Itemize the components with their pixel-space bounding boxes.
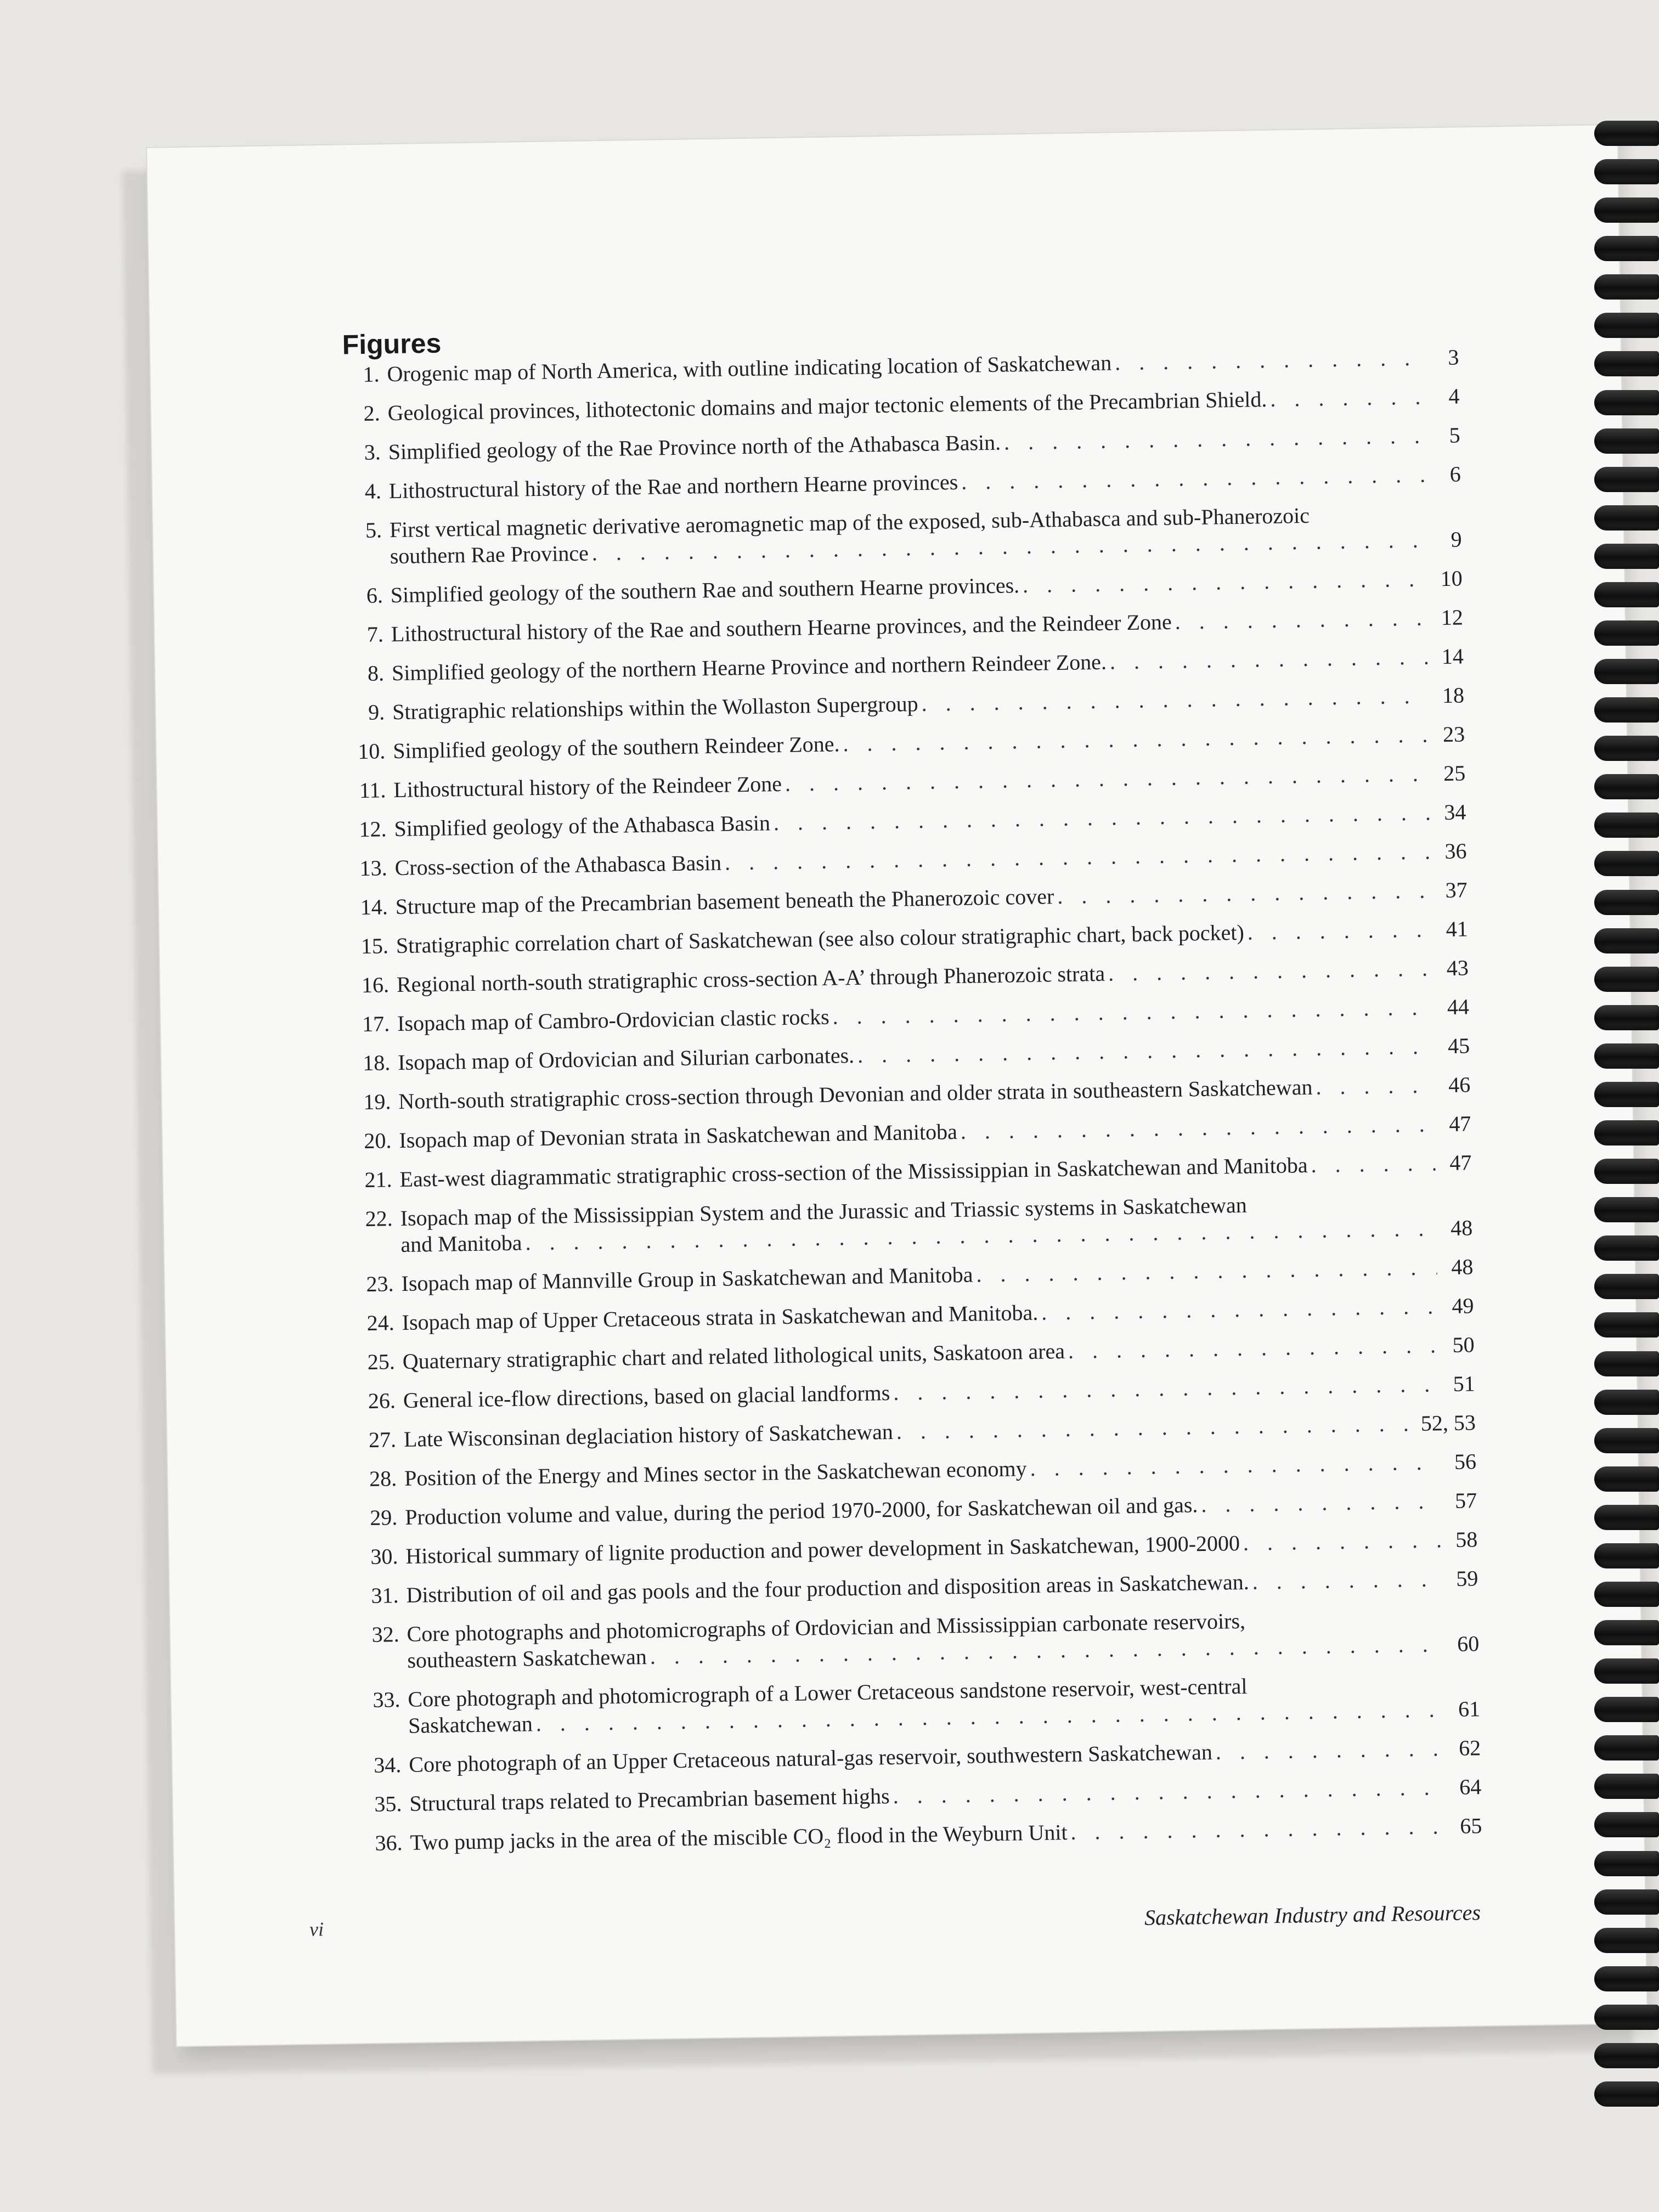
figure-entry <box>329 383 1459 427</box>
dot-leader <box>1311 1150 1436 1178</box>
figure-page-number: 34 <box>1443 799 1466 825</box>
dot-leader <box>1041 1293 1438 1325</box>
figure-page-number: 47 <box>1449 1150 1472 1175</box>
figure-page-number: 61 <box>1458 1696 1481 1722</box>
figure-title: Production volume and value, during the period 1970-2000, for Saskatchewan oil and gas. <box>404 1492 1198 1530</box>
figure-number: 13. <box>359 855 388 881</box>
figure-title: First vertical magnetic derivative aeromagnetic map of the exposed, sub-Athabasca and sub-Phanerozoic <box>389 503 1310 543</box>
figure-number: 8. <box>367 661 385 686</box>
figure-title: Stratigraphic correlation chart of Saskatchewan (see also colour stratigraphic chart, back pocket) <box>396 919 1245 958</box>
binding-coil <box>1594 1658 1659 1684</box>
binding-coil <box>1594 2081 1659 2107</box>
binding-coil <box>1594 1082 1659 1107</box>
figure-entry <box>348 1604 1479 1674</box>
figure-entry <box>334 682 1464 726</box>
figure-entry <box>330 422 1460 466</box>
figure-title: Simplified geology of the northern Hearne Province and northern Reindeer Zone. <box>391 649 1107 686</box>
figure-entry <box>329 344 1459 388</box>
binding-coil <box>1594 1043 1659 1069</box>
binding-coil <box>1594 1966 1659 1991</box>
figure-title: Regional north-south stratigraphic cross-section A-A’ through Phanerozoic strata <box>396 961 1105 997</box>
figure-title: Structural traps related to Precambrian basement highs <box>409 1784 890 1816</box>
figure-entry <box>340 1071 1470 1115</box>
binding-coil <box>1594 274 1659 300</box>
figure-title: Structure map of the Precambrian basement beneath the Phanerozoic cover <box>395 884 1054 919</box>
figure-title: East-west diagrammatic stratigraphic cross-section of the Mississippian in Saskatchewan and Manitoba <box>399 1153 1308 1192</box>
figure-title: Quaternary stratigraphic chart and related lithological units, Saskatoon area <box>402 1338 1065 1374</box>
binding-coil <box>1594 774 1659 799</box>
figure-number: 19. <box>363 1089 391 1115</box>
binding-coil <box>1594 1351 1659 1376</box>
figure-page-number: 9 <box>1451 527 1462 552</box>
figure-page-number: 10 <box>1440 566 1463 591</box>
dot-leader <box>857 1033 1434 1068</box>
figure-entry <box>342 1188 1472 1259</box>
figure-entry <box>341 1149 1471 1193</box>
figure-page-number: 65 <box>1459 1813 1482 1838</box>
figure-page-number: 25 <box>1443 760 1466 786</box>
figure-number: 29. <box>369 1505 398 1530</box>
binding-coil <box>1594 1928 1659 1953</box>
dot-leader <box>774 799 1430 836</box>
figure-entry <box>336 799 1466 843</box>
figure-number: 24. <box>366 1310 395 1335</box>
document-page <box>147 125 1647 2046</box>
binding-coil <box>1594 467 1659 492</box>
figure-entry <box>347 1487 1477 1531</box>
dot-leader <box>843 721 1429 757</box>
figure-title: Historical summary of lignite production and power development in Saskatchewan, 1900-2000 <box>405 1531 1240 1568</box>
figure-title: Lithostructural history of the Rae and northern Hearne provinces <box>388 469 958 504</box>
figure-title: Isopach map of the Mississippian System and the Jurassic and Triassic systems in Saskatchewan <box>400 1192 1248 1231</box>
dot-leader <box>1175 605 1427 635</box>
binding-coil <box>1594 1005 1659 1030</box>
dot-leader <box>921 682 1428 716</box>
figure-number: 32. <box>371 1622 399 1647</box>
figure-title: Distribution of oil and gas pools and the four production and disposition areas in Saskatchewan. <box>406 1569 1250 1607</box>
figure-entry <box>331 500 1462 570</box>
figure-page-number: 52, 53 <box>1420 1410 1476 1436</box>
binding-coil <box>1594 620 1659 646</box>
figure-number: 22. <box>365 1206 393 1231</box>
figure-entry <box>343 1254 1473 1297</box>
figure-title: Cross-section of the Athabasca Basin <box>394 850 722 881</box>
binding-coil <box>1594 1428 1659 1453</box>
figure-number: 31. <box>371 1583 399 1608</box>
figure-page-number: 59 <box>1455 1566 1479 1591</box>
binding-coil <box>1594 1582 1659 1607</box>
figure-number: 5. <box>365 517 382 543</box>
figure-entry <box>347 1526 1478 1570</box>
figure-title: North-south stratigraphic cross-section through Devonian and older strata in southeastern Saskatchewan <box>398 1074 1313 1114</box>
binding-coil <box>1594 697 1659 723</box>
figure-title: Late Wisconsinan deglaciation history of Saskatchewan <box>403 1419 894 1452</box>
figure-title: Lithostructural history of the Rae and southern Hearne provinces, and the Reindeer Zone <box>391 609 1172 647</box>
dot-leader <box>832 994 1433 1030</box>
figure-number: 20. <box>364 1128 392 1154</box>
dot-leader <box>1316 1072 1435 1100</box>
figure-title: Core photographs and photomicrographs of Ordovician and Mississippian carbonate reservoirs, <box>407 1608 1246 1646</box>
figure-title: Core photograph and photomicrograph of a Lower Cretaceous sandstone reservoir, west-central <box>408 1673 1248 1712</box>
figure-page-number: 49 <box>1452 1293 1474 1318</box>
figure-title: Simplified geology of the Rae Province north of the Athabasca Basin. <box>388 430 1001 465</box>
binding-coil <box>1594 1620 1659 1645</box>
binding-coil <box>1594 967 1659 992</box>
figure-number: 1. <box>363 362 380 387</box>
figure-number: 7. <box>366 622 384 647</box>
dot-leader <box>1252 1566 1442 1595</box>
figure-number: 36. <box>375 1830 403 1855</box>
figure-number: 35. <box>374 1791 402 1816</box>
figure-number: 33. <box>373 1687 400 1712</box>
dot-leader <box>976 1254 1437 1288</box>
binding-coil <box>1594 313 1659 338</box>
binding-coil <box>1594 1312 1659 1338</box>
binding-coil <box>1594 1851 1659 1876</box>
figure-page-number: 45 <box>1447 1033 1470 1058</box>
figure-number: 28. <box>369 1466 397 1491</box>
figure-title: Simplified geology of the southern Rae and southern Hearne provinces. <box>390 573 1020 608</box>
figure-page-number: 60 <box>1457 1631 1480 1656</box>
figure-title: General ice-flow directions, based on glacial landforms <box>403 1380 890 1413</box>
figure-entry <box>335 721 1465 765</box>
figure-page-number: 14 <box>1441 644 1464 669</box>
figures-list <box>329 344 1482 1869</box>
binding-coil <box>1594 736 1659 761</box>
figure-title: Isopach map of Ordovician and Silurian carbonates. <box>397 1042 855 1075</box>
figure-page-number: 56 <box>1454 1449 1477 1474</box>
binding-coil <box>1594 1390 1659 1415</box>
binding-coil <box>1594 390 1659 415</box>
binding-coil <box>1594 1505 1659 1530</box>
figure-page-number: 62 <box>1458 1735 1481 1760</box>
binding-coil <box>1594 544 1659 569</box>
figure-page-number: 48 <box>1451 1254 1474 1279</box>
figure-page-number: 51 <box>1453 1371 1476 1396</box>
figure-entry <box>338 955 1469 998</box>
figure-title: Isopach map of Upper Cretaceous strata in Saskatchewan and Manitoba. <box>402 1300 1039 1335</box>
figure-number: 9. <box>368 699 385 725</box>
dot-leader <box>1215 1735 1444 1765</box>
figure-number: 21. <box>364 1167 392 1192</box>
binding-coil <box>1594 1697 1659 1722</box>
figure-page-number: 57 <box>1454 1488 1477 1513</box>
figure-page-number: 3 <box>1447 345 1459 370</box>
binding-coil <box>1594 1235 1659 1261</box>
figure-page-number: 18 <box>1442 682 1465 708</box>
figure-title: Orogenic map of North America, with outline indicating location of Saskatchewan <box>387 350 1112 387</box>
figure-title: Isopach map of Mannville Group in Saskatchewan and Manitoba <box>401 1262 973 1296</box>
figure-title: Geological provinces, lithotectonic domains and major tectonic elements of the Precambrian Shield. <box>387 386 1267 426</box>
figure-title: Stratigraphic relationships within the Wollaston Supergroup <box>392 691 918 725</box>
dot-leader <box>896 1410 1418 1445</box>
page-folio: vi <box>309 1918 324 1940</box>
figure-page-number: 6 <box>1449 461 1461 487</box>
figure-number: 3. <box>364 439 381 465</box>
figure-page-number: 64 <box>1459 1774 1482 1799</box>
figure-number: 25. <box>367 1349 396 1374</box>
figure-page-number: 41 <box>1446 916 1468 941</box>
figure-title: Isopach map of Devonian strata in Saskatchewan and Manitoba <box>399 1119 958 1153</box>
binding-coil <box>1594 505 1659 531</box>
figure-entry <box>334 643 1464 687</box>
figure-number: 23. <box>366 1271 394 1296</box>
figure-entry <box>338 916 1469 960</box>
figure-entry <box>336 838 1467 882</box>
figure-title: Isopach map of Cambro-Ordovician clastic rocks <box>397 1004 830 1036</box>
binding-coil <box>1594 121 1659 146</box>
figure-entry <box>351 1774 1481 1818</box>
dot-leader <box>785 760 1430 797</box>
figure-title: Simplified geology of the southern Reindeer Zone. <box>392 731 840 764</box>
figure-entry <box>335 760 1466 804</box>
figure-number: 4. <box>364 478 382 504</box>
binding-coil <box>1594 1735 1659 1760</box>
binding-coil <box>1594 1812 1659 1837</box>
figure-page-number: 5 <box>1449 422 1460 448</box>
binding-coil <box>1594 1159 1659 1184</box>
dot-leader <box>1030 1449 1440 1482</box>
binding-coil <box>1594 428 1659 454</box>
dot-leader <box>725 838 1431 876</box>
binding-coil <box>1594 1274 1659 1299</box>
binding-coil <box>1594 659 1659 684</box>
figure-number: 27. <box>368 1427 397 1452</box>
binding-coil <box>1594 2005 1659 2030</box>
binding-coil <box>1594 851 1659 876</box>
running-footer: Saskatchewan Industry and Resources <box>1144 1900 1481 1930</box>
figure-number: 34. <box>373 1752 402 1778</box>
dot-leader <box>1004 423 1424 456</box>
figure-number: 16. <box>361 972 390 998</box>
figure-entry <box>333 604 1463 648</box>
figure-number: 6. <box>366 583 383 608</box>
figure-title: Saskatchewan <box>408 1711 533 1738</box>
figure-title: Lithostructural history of the Reindeer Zone <box>393 771 782 803</box>
figure-entry <box>346 1409 1476 1453</box>
figure-entry <box>346 1448 1476 1492</box>
binding-coil <box>1594 890 1659 915</box>
binding-coil <box>1594 351 1659 376</box>
figure-page-number: 44 <box>1447 994 1470 1019</box>
figure-title: and Manitoba <box>400 1230 522 1257</box>
figure-number: 30. <box>370 1544 398 1569</box>
figure-page-number: 4 <box>1448 383 1460 409</box>
dot-leader <box>1108 955 1433 986</box>
spiral-binding <box>1594 121 1659 2107</box>
figure-entry <box>331 461 1461 505</box>
dot-leader <box>960 1111 1435 1145</box>
figure-entry <box>349 1669 1480 1740</box>
figure-number: 18. <box>362 1050 391 1076</box>
figure-entry <box>345 1370 1475 1414</box>
figure-page-number: 37 <box>1445 877 1468 902</box>
dot-leader <box>1115 345 1423 376</box>
dot-leader <box>1270 384 1424 413</box>
figure-page-number: 43 <box>1446 955 1469 980</box>
binding-coil <box>1594 159 1659 184</box>
figure-number: 10. <box>357 738 386 764</box>
figure-number: 26. <box>368 1388 396 1413</box>
figure-page-number: 46 <box>1448 1072 1471 1097</box>
figure-title: southeastern Saskatchewan <box>407 1644 647 1673</box>
figure-page-number: 50 <box>1452 1332 1475 1357</box>
figure-page-number: 48 <box>1450 1215 1473 1240</box>
figure-page-number: 47 <box>1448 1111 1471 1136</box>
figure-entry <box>348 1565 1479 1609</box>
dot-leader <box>1068 1332 1438 1364</box>
figure-number: 11. <box>359 777 386 803</box>
binding-coil <box>1594 2043 1659 2068</box>
dot-leader <box>893 1371 1439 1406</box>
figure-entry <box>343 1293 1474 1336</box>
binding-coil <box>1594 928 1659 953</box>
figure-number: 15. <box>360 933 389 959</box>
figure-entry <box>351 1735 1481 1779</box>
binding-coil <box>1594 1543 1659 1568</box>
binding-coil <box>1594 1197 1659 1222</box>
figure-title: Position of the Energy and Mines sector in the Saskatchewan economy <box>404 1456 1027 1491</box>
page-heading: Figures <box>342 328 442 360</box>
binding-coil <box>1594 812 1659 838</box>
dot-leader <box>1201 1488 1441 1518</box>
figure-entry <box>344 1331 1474 1375</box>
figure-title: Simplified geology of the Athabasca Basin <box>394 810 771 842</box>
binding-coil <box>1594 236 1659 261</box>
figure-page-number: 36 <box>1444 838 1467 864</box>
figure-entry <box>332 565 1462 609</box>
dot-leader <box>1243 1527 1442 1556</box>
dot-leader <box>893 1774 1445 1809</box>
figure-number: 12. <box>359 816 387 842</box>
figure-number: 14. <box>360 894 388 920</box>
figure-entry <box>337 877 1468 921</box>
figure-entry <box>340 1032 1470 1076</box>
figure-number: 17. <box>362 1011 390 1037</box>
figure-title: southern Rae Province <box>390 540 589 569</box>
binding-coil <box>1594 1466 1659 1492</box>
dot-leader <box>1070 1813 1446 1846</box>
figure-entry <box>352 1813 1482 1857</box>
dot-leader <box>1023 566 1426 599</box>
binding-coil <box>1594 1120 1659 1146</box>
dot-leader <box>961 461 1425 495</box>
figure-title: Core photograph of an Upper Cretaceous natural-gas reservoir, southwestern Saskatchewan <box>408 1739 1213 1777</box>
figure-page-number: 58 <box>1455 1527 1478 1552</box>
figure-page-number: 12 <box>1441 605 1464 630</box>
figure-title: Two pump jacks in the area of the miscible CO₂ flood in the Weyburn Unit <box>410 1820 1068 1855</box>
figure-entry <box>341 1110 1471 1154</box>
dot-leader <box>1057 877 1431 910</box>
binding-coil <box>1594 582 1659 607</box>
figure-page-number: 23 <box>1442 721 1465 747</box>
dot-leader <box>1109 644 1427 675</box>
binding-coil <box>1594 1889 1659 1915</box>
figure-number: 2. <box>363 400 380 426</box>
dot-leader <box>1247 916 1432 945</box>
binding-coil <box>1594 198 1659 223</box>
binding-coil <box>1594 1774 1659 1799</box>
figure-entry <box>339 994 1469 1037</box>
